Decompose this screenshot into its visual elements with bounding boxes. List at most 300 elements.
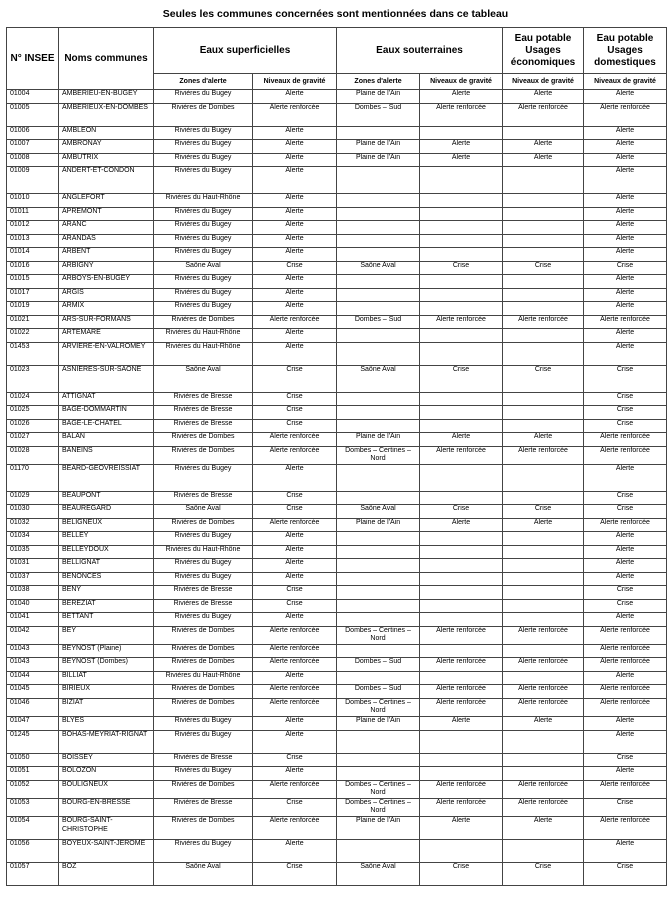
cell-sup-niveau: Alerte (253, 153, 337, 167)
cell-nom: BOULIGNEUX (59, 780, 154, 798)
cell-insee: 01170 (7, 464, 59, 491)
cell-sout-niveau: Alerte (420, 717, 503, 731)
table-row (7, 532, 667, 546)
cell-nom: AMBLEON (59, 126, 154, 140)
cell-insee: 01006 (7, 126, 59, 140)
cell-nom: BEY (59, 626, 154, 644)
cell-insee: 01023 (7, 365, 59, 392)
table-row (7, 261, 667, 275)
cell-dom-niveau: Alerte renforcée (584, 644, 667, 658)
cell-eco-niveau (503, 545, 584, 559)
cell-sout-niveau: Alerte renforcée (420, 658, 503, 672)
cell-eco-niveau: Alerte renforcée (503, 798, 584, 816)
table-row (7, 103, 667, 126)
cell-eco-niveau (503, 342, 584, 365)
cell-sout-zone: Dombes – Certines – Nord (337, 798, 420, 816)
cell-dom-niveau: Alerte renforcée (584, 315, 667, 329)
cell-insee: 01044 (7, 671, 59, 685)
cell-sout-zone (337, 234, 420, 248)
cell-nom: BAGE-LE-CHATEL (59, 419, 154, 433)
cell-insee: 01032 (7, 518, 59, 532)
cell-sout-zone (337, 221, 420, 235)
cell-eco-niveau: Alerte (503, 518, 584, 532)
cell-sout-zone (337, 126, 420, 140)
cell-sout-niveau (420, 194, 503, 208)
table-row (7, 140, 667, 154)
cell-dom-niveau: Alerte (584, 153, 667, 167)
cell-dom-niveau: Crise (584, 491, 667, 505)
cell-sout-niveau (420, 288, 503, 302)
cell-dom-niveau: Alerte renforcée (584, 103, 667, 126)
cell-dom-niveau: Alerte (584, 288, 667, 302)
cell-eco-niveau (503, 532, 584, 546)
cell-sup-zone: Rivières du Haut-Rhône (154, 545, 253, 559)
cell-sout-niveau: Alerte renforcée (420, 103, 503, 126)
cell-sout-zone: Plaine de l'Ain (337, 140, 420, 154)
cell-dom-niveau: Alerte renforcée (584, 658, 667, 672)
cell-nom: BOURG-EN-BRESSE (59, 798, 154, 816)
cell-sup-niveau: Alerte renforcée (253, 446, 337, 464)
cell-dom-niveau: Alerte (584, 207, 667, 221)
cell-nom: ASNIERES-SUR-SAONE (59, 365, 154, 392)
cell-sout-zone: Saône Aval (337, 365, 420, 392)
cell-sout-niveau (420, 419, 503, 433)
cell-sout-zone: Dombes – Certines – Nord (337, 780, 420, 798)
cell-dom-niveau: Crise (584, 862, 667, 885)
cell-nom: BILLIAT (59, 671, 154, 685)
cell-dom-niveau: Alerte (584, 767, 667, 781)
cell-sout-niveau (420, 839, 503, 862)
cell-sout-niveau: Alerte (420, 153, 503, 167)
cell-dom-niveau: Alerte (584, 194, 667, 208)
cell-nom: BELLEYDOUX (59, 545, 154, 559)
cell-sout-zone (337, 839, 420, 862)
cell-insee: 01026 (7, 419, 59, 433)
cell-sup-niveau: Crise (253, 798, 337, 816)
cell-eco-niveau: Alerte (503, 153, 584, 167)
cell-sout-niveau: Crise (420, 365, 503, 392)
cell-eco-niveau: Alerte (503, 816, 584, 839)
table-body (7, 90, 667, 886)
cell-dom-niveau: Crise (584, 599, 667, 613)
cell-nom: BIRIEUX (59, 685, 154, 699)
table-row (7, 194, 667, 208)
cell-nom: BOISSEY (59, 753, 154, 767)
table-row (7, 288, 667, 302)
cell-nom: BEYNOST (Dombes) (59, 658, 154, 672)
table-row (7, 392, 667, 406)
cell-sout-niveau: Alerte (420, 140, 503, 154)
cell-insee: 01024 (7, 392, 59, 406)
cell-sup-zone: Rivières de Bresse (154, 798, 253, 816)
cell-sup-zone: Rivières de Bresse (154, 392, 253, 406)
cell-sout-zone (337, 644, 420, 658)
cell-sout-niveau (420, 342, 503, 365)
cell-insee: 01034 (7, 532, 59, 546)
cell-sup-zone: Rivières du Bugey (154, 572, 253, 586)
cell-eco-niveau (503, 406, 584, 420)
cell-sup-zone: Rivières du Bugey (154, 275, 253, 289)
cell-nom: BENONCES (59, 572, 154, 586)
cell-insee: 01010 (7, 194, 59, 208)
cell-sup-zone: Rivières de Dombes (154, 446, 253, 464)
cell-sup-niveau: Alerte (253, 90, 337, 104)
cell-sout-niveau (420, 644, 503, 658)
cell-sout-niveau (420, 586, 503, 600)
cell-eco-niveau (503, 302, 584, 316)
cell-dom-niveau: Alerte (584, 167, 667, 194)
cell-dom-niveau: Crise (584, 419, 667, 433)
cell-insee: 01022 (7, 329, 59, 343)
communes-table (6, 27, 667, 886)
table-row (7, 644, 667, 658)
cell-sup-zone: Rivières du Bugey (154, 302, 253, 316)
table-row (7, 329, 667, 343)
cell-insee: 01046 (7, 698, 59, 716)
cell-nom: AMBERIEU-EN-BUGEY (59, 90, 154, 104)
cell-sout-niveau: Alerte renforcée (420, 446, 503, 464)
cell-nom: BEAUREGARD (59, 505, 154, 519)
cell-sout-zone (337, 464, 420, 491)
cell-sup-niveau: Alerte (253, 302, 337, 316)
cell-insee: 01011 (7, 207, 59, 221)
cell-sout-zone: Dombes – Sud (337, 685, 420, 699)
cell-sup-niveau: Crise (253, 753, 337, 767)
table-row (7, 446, 667, 464)
table-row (7, 753, 667, 767)
cell-sup-zone: Rivières de Dombes (154, 685, 253, 699)
cell-sout-zone: Plaine de l'Ain (337, 90, 420, 104)
cell-insee: 01016 (7, 261, 59, 275)
cell-eco-niveau: Alerte renforcée (503, 658, 584, 672)
cell-sup-zone: Rivières du Bugey (154, 288, 253, 302)
table-row (7, 780, 667, 798)
cell-sout-zone (337, 559, 420, 573)
table-row (7, 90, 667, 104)
table-caption: Seules les communes concernées sont mentionnées dans ce tableau (162, 8, 509, 20)
cell-insee: 01043 (7, 658, 59, 672)
table-row (7, 433, 667, 447)
cell-insee: 01014 (7, 248, 59, 262)
table-row (7, 816, 667, 839)
cell-sup-niveau: Alerte (253, 248, 337, 262)
cell-insee: 01038 (7, 586, 59, 600)
table-row (7, 406, 667, 420)
cell-dom-niveau: Crise (584, 753, 667, 767)
cell-sup-niveau: Alerte (253, 572, 337, 586)
cell-sout-zone: Plaine de l'Ain (337, 816, 420, 839)
cell-sup-niveau: Alerte (253, 194, 337, 208)
cell-sout-niveau (420, 126, 503, 140)
cell-sup-niveau: Crise (253, 862, 337, 885)
cell-sout-niveau (420, 167, 503, 194)
cell-dom-niveau: Alerte (584, 572, 667, 586)
cell-eco-niveau: Alerte (503, 140, 584, 154)
cell-sout-niveau: Alerte renforcée (420, 685, 503, 699)
cell-eco-niveau: Crise (503, 261, 584, 275)
cell-sout-zone (337, 613, 420, 627)
cell-sout-niveau (420, 753, 503, 767)
subheader-sup-zones: Zones d'alerte (154, 74, 253, 90)
cell-sout-niveau (420, 302, 503, 316)
cell-insee: 01004 (7, 90, 59, 104)
cell-insee: 01031 (7, 559, 59, 573)
cell-insee: 01035 (7, 545, 59, 559)
cell-dom-niveau: Alerte (584, 730, 667, 753)
cell-sout-niveau: Crise (420, 261, 503, 275)
cell-nom: AMBUTRIX (59, 153, 154, 167)
header-insee: N° INSEE (7, 28, 59, 90)
cell-sout-zone (337, 406, 420, 420)
cell-sout-niveau (420, 532, 503, 546)
cell-dom-niveau: Alerte renforcée (584, 518, 667, 532)
cell-insee: 01051 (7, 767, 59, 781)
cell-eco-niveau (503, 392, 584, 406)
cell-insee: 01017 (7, 288, 59, 302)
cell-insee: 01015 (7, 275, 59, 289)
cell-nom: BALAN (59, 433, 154, 447)
cell-sup-niveau: Alerte (253, 545, 337, 559)
cell-sup-niveau: Alerte renforcée (253, 685, 337, 699)
subheader-sout-zones: Zones d'alerte (337, 74, 420, 90)
cell-insee: 01052 (7, 780, 59, 798)
table-row (7, 207, 667, 221)
cell-insee: 01013 (7, 234, 59, 248)
cell-sup-zone: Rivières du Bugey (154, 730, 253, 753)
table-row (7, 126, 667, 140)
cell-sout-niveau (420, 234, 503, 248)
cell-sout-niveau (420, 559, 503, 573)
table-row (7, 275, 667, 289)
table-row (7, 167, 667, 194)
cell-sout-niveau: Crise (420, 862, 503, 885)
cell-sup-niveau: Alerte (253, 329, 337, 343)
cell-insee: 01012 (7, 221, 59, 235)
cell-nom: BOZ (59, 862, 154, 885)
cell-insee: 01043 (7, 644, 59, 658)
cell-sup-zone: Saône Aval (154, 365, 253, 392)
cell-eco-niveau (503, 464, 584, 491)
cell-insee: 01056 (7, 839, 59, 862)
table-row (7, 730, 667, 753)
cell-sup-niveau: Alerte (253, 288, 337, 302)
cell-nom: APREMONT (59, 207, 154, 221)
cell-eco-niveau: Alerte renforcée (503, 626, 584, 644)
cell-nom: AMBRONAY (59, 140, 154, 154)
cell-nom: BOLOZON (59, 767, 154, 781)
cell-insee: 01005 (7, 103, 59, 126)
cell-eco-niveau: Alerte (503, 433, 584, 447)
cell-eco-niveau (503, 753, 584, 767)
cell-sout-zone (337, 491, 420, 505)
cell-sout-zone (337, 419, 420, 433)
cell-nom: BEYNOST (Plaine) (59, 644, 154, 658)
cell-sup-zone: Rivières du Bugey (154, 140, 253, 154)
cell-eco-niveau: Alerte renforcée (503, 446, 584, 464)
cell-dom-niveau: Alerte (584, 717, 667, 731)
table-row (7, 491, 667, 505)
cell-insee: 01025 (7, 406, 59, 420)
cell-sup-zone: Rivières du Bugey (154, 234, 253, 248)
cell-eco-niveau (503, 613, 584, 627)
cell-sout-zone: Plaine de l'Ain (337, 518, 420, 532)
cell-sup-zone: Rivières de Dombes (154, 626, 253, 644)
cell-sout-zone (337, 730, 420, 753)
table-row (7, 658, 667, 672)
cell-insee: 01007 (7, 140, 59, 154)
table-row (7, 342, 667, 365)
table-row (7, 671, 667, 685)
header-eau-potable-domestiques: Eau potable Usages domestiques (584, 28, 667, 74)
cell-sup-zone: Rivières du Bugey (154, 532, 253, 546)
cell-sup-zone: Rivières de Bresse (154, 419, 253, 433)
cell-sup-niveau: Alerte (253, 767, 337, 781)
cell-sup-niveau: Crise (253, 586, 337, 600)
cell-sup-zone: Rivières du Bugey (154, 126, 253, 140)
cell-sout-zone (337, 342, 420, 365)
table-row (7, 798, 667, 816)
table-row (7, 518, 667, 532)
cell-nom: ARVIERE-EN-VALROMEY (59, 342, 154, 365)
cell-sout-niveau (420, 275, 503, 289)
table-row (7, 302, 667, 316)
cell-insee: 01053 (7, 798, 59, 816)
cell-sout-niveau (420, 329, 503, 343)
cell-sup-niveau: Alerte renforcée (253, 816, 337, 839)
table-row (7, 626, 667, 644)
cell-sout-niveau: Alerte (420, 90, 503, 104)
header-eaux-superficielles: Eaux superficielles (154, 28, 337, 74)
cell-sout-zone (337, 167, 420, 194)
cell-sout-niveau (420, 248, 503, 262)
cell-dom-niveau: Alerte renforcée (584, 685, 667, 699)
cell-dom-niveau: Crise (584, 365, 667, 392)
cell-nom: BENY (59, 586, 154, 600)
cell-sup-niveau: Crise (253, 505, 337, 519)
cell-sup-niveau: Alerte (253, 730, 337, 753)
cell-eco-niveau (503, 234, 584, 248)
cell-eco-niveau (503, 167, 584, 194)
cell-sup-niveau: Alerte (253, 671, 337, 685)
cell-insee: 01057 (7, 862, 59, 885)
cell-sup-niveau: Crise (253, 365, 337, 392)
cell-eco-niveau (503, 221, 584, 235)
cell-eco-niveau: Alerte renforcée (503, 685, 584, 699)
cell-insee: 01041 (7, 613, 59, 627)
cell-sup-zone: Saône Aval (154, 505, 253, 519)
cell-dom-niveau: Alerte (584, 342, 667, 365)
cell-sout-niveau (420, 730, 503, 753)
cell-sout-zone (337, 275, 420, 289)
cell-sup-niveau: Alerte (253, 717, 337, 731)
cell-sup-niveau: Alerte renforcée (253, 644, 337, 658)
cell-nom: ANGLEFORT (59, 194, 154, 208)
cell-sup-zone: Rivières du Bugey (154, 207, 253, 221)
cell-dom-niveau: Crise (584, 505, 667, 519)
cell-nom: BOURG-SAINT-CHRISTOPHE (59, 816, 154, 839)
cell-sout-zone (337, 753, 420, 767)
cell-sup-niveau: Alerte (253, 221, 337, 235)
cell-sout-niveau (420, 599, 503, 613)
cell-sup-niveau: Alerte (253, 559, 337, 573)
cell-eco-niveau (503, 586, 584, 600)
cell-sup-niveau: Alerte renforcée (253, 698, 337, 716)
cell-sup-zone: Rivières de Dombes (154, 103, 253, 126)
cell-dom-niveau: Alerte (584, 671, 667, 685)
cell-sup-zone: Saône Aval (154, 862, 253, 885)
cell-dom-niveau: Crise (584, 261, 667, 275)
cell-sout-zone (337, 532, 420, 546)
cell-nom: BETTANT (59, 613, 154, 627)
cell-sup-niveau: Alerte (253, 464, 337, 491)
table-row (7, 717, 667, 731)
cell-sout-niveau (420, 671, 503, 685)
cell-eco-niveau: Alerte renforcée (503, 780, 584, 798)
cell-nom: BLYES (59, 717, 154, 731)
cell-dom-niveau: Alerte renforcée (584, 816, 667, 839)
cell-insee: 01009 (7, 167, 59, 194)
table-row (7, 419, 667, 433)
cell-sout-zone (337, 288, 420, 302)
cell-dom-niveau: Alerte (584, 140, 667, 154)
cell-sout-niveau (420, 572, 503, 586)
cell-sup-zone: Rivières du Haut-Rhône (154, 194, 253, 208)
cell-sup-zone: Rivières de Bresse (154, 406, 253, 420)
cell-sout-niveau (420, 491, 503, 505)
cell-nom: BELIGNEUX (59, 518, 154, 532)
table-row (7, 862, 667, 885)
cell-insee: 01040 (7, 599, 59, 613)
cell-sup-zone: Rivières du Haut-Rhône (154, 329, 253, 343)
cell-sup-niveau: Alerte renforcée (253, 103, 337, 126)
header-eaux-souterraines: Eaux souterraines (337, 28, 503, 74)
cell-dom-niveau: Alerte renforcée (584, 780, 667, 798)
cell-sout-zone (337, 329, 420, 343)
cell-sup-niveau: Alerte (253, 613, 337, 627)
cell-eco-niveau (503, 491, 584, 505)
cell-sout-zone (337, 545, 420, 559)
cell-sout-zone (337, 767, 420, 781)
table-row (7, 545, 667, 559)
cell-nom: BELLEY (59, 532, 154, 546)
cell-insee: 01050 (7, 753, 59, 767)
cell-sup-zone: Rivières de Dombes (154, 698, 253, 716)
cell-sout-niveau: Alerte (420, 518, 503, 532)
cell-sout-zone (337, 248, 420, 262)
cell-dom-niveau: Alerte (584, 248, 667, 262)
cell-nom: BOYEUX-SAINT-JEROME (59, 839, 154, 862)
subheader-eco-niveaux: Niveaux de gravité (503, 74, 584, 90)
cell-sup-zone: Rivières du Bugey (154, 90, 253, 104)
cell-sout-zone: Dombes – Sud (337, 315, 420, 329)
cell-eco-niveau (503, 572, 584, 586)
cell-eco-niveau: Crise (503, 862, 584, 885)
cell-eco-niveau (503, 644, 584, 658)
cell-nom: BEREZIAT (59, 599, 154, 613)
cell-sup-zone: Rivières de Bresse (154, 599, 253, 613)
cell-sout-zone: Plaine de l'Ain (337, 717, 420, 731)
cell-eco-niveau: Alerte renforcée (503, 103, 584, 126)
cell-nom: ARMIX (59, 302, 154, 316)
table-row (7, 234, 667, 248)
table-row (7, 153, 667, 167)
cell-sout-zone (337, 599, 420, 613)
cell-nom: ARBIGNY (59, 261, 154, 275)
cell-sout-zone (337, 207, 420, 221)
cell-eco-niveau: Alerte (503, 90, 584, 104)
cell-eco-niveau: Alerte (503, 717, 584, 731)
cell-eco-niveau (503, 419, 584, 433)
